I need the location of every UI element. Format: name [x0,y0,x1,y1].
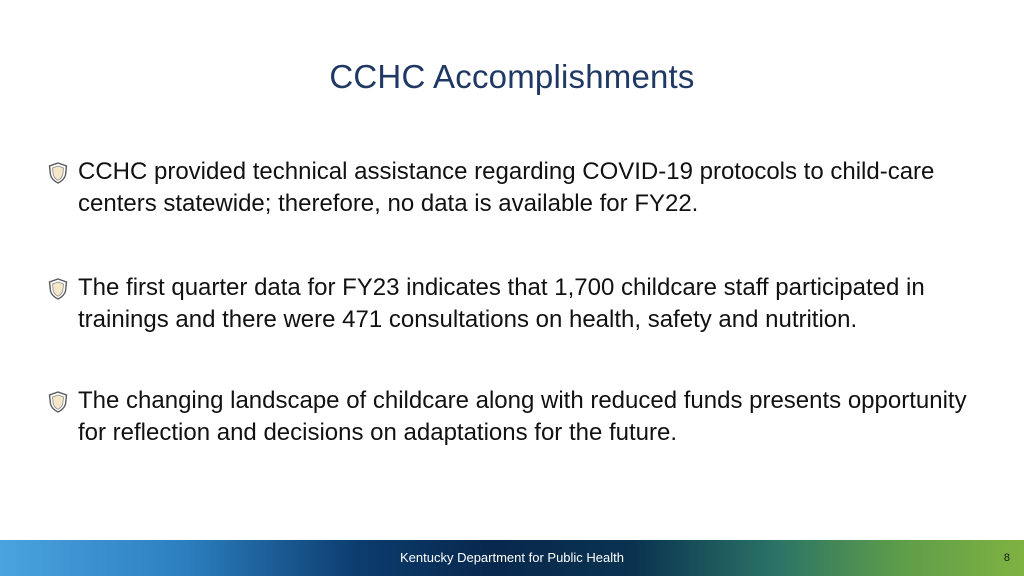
page-number: 8 [1003,552,1010,564]
shield-icon [48,278,68,300]
bullet-text: The first quarter data for FY23 indicates that 1,700 childcare staff participated in trainings and there were 471 consultations on health, safety and nutrition. [78,274,925,333]
shield-icon [48,162,68,184]
bullet-item [48,385,988,449]
footer-organization: Kentucky Department for Public Health [400,550,624,565]
shield-icon [48,391,68,413]
bullet-text: The changing landscape of childcare along with reduced funds presents opportunity for reflection and decisions on adaptations for the future. [78,387,967,446]
bullet-text: CCHC provided technical assistance regarding COVID-19 protocols to child-care centers statewide; therefore, no data is available for FY22. [78,158,935,217]
footer-bar [0,540,1024,576]
bullet-item [48,156,988,220]
slide-title: CCHC Accomplishments [329,58,695,95]
bullet-item [48,272,988,336]
bullet-list [48,156,988,449]
